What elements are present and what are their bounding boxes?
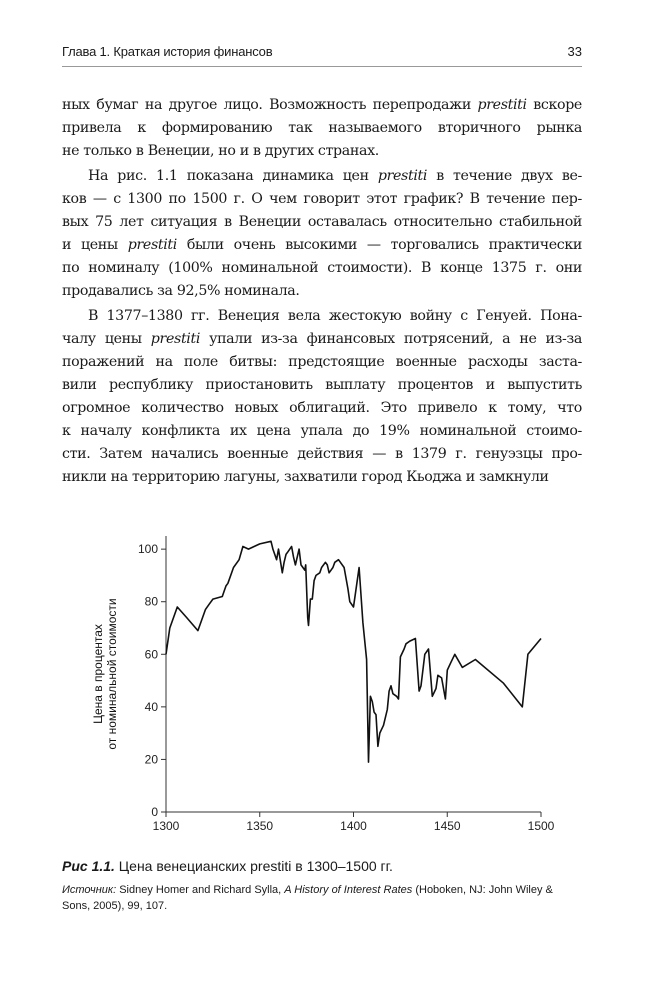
x-tick-label: 1350 (246, 819, 274, 833)
source-prefix: Источник: (62, 884, 117, 896)
figure-source (62, 882, 582, 914)
text-line (62, 234, 582, 257)
text-run: вых 75 лет ситуация в Венеции оставалась относительно стабильной (62, 214, 582, 230)
text-run: поражений на поле битвы: предстоящие военные расходы заста- (62, 354, 582, 370)
text-line (62, 397, 582, 420)
figure-1-1 (80, 525, 560, 845)
figure-caption (62, 858, 582, 874)
text-line (62, 466, 582, 489)
y-tick-label: 80 (144, 594, 158, 609)
chapter-title: Глава 1. Краткая история финансов (62, 44, 273, 59)
price-chart (80, 525, 560, 845)
y-axis-label: Цена в процентах (91, 624, 105, 724)
caption-label: Рис 1.1. (62, 858, 115, 874)
text-run: На рис. 1.1 показана динамика цен (88, 168, 378, 184)
running-header (62, 44, 582, 66)
text-run: ков — с 1300 по 1500 г. О чем говорит этот график? В течение пер- (62, 191, 582, 207)
text-run: В 1377–1380 гг. Венеция вела жестокую войну с Генуей. Пона- (88, 308, 582, 324)
y-tick-label: 100 (137, 542, 158, 557)
source-book: A History of Interest Rates (284, 884, 413, 896)
text-run: никли на территорию лагуны, захватили город Кьоджа и замкнули (62, 469, 549, 485)
body-text (62, 94, 582, 489)
text-run: не только в Венеции, но и в других странах. (62, 143, 379, 159)
text-line (62, 211, 582, 234)
caption-text: Цена венецианских prestiti в 1300–1500 гг. (114, 858, 393, 874)
text-line (62, 443, 582, 466)
source-rest: (Hoboken, NJ: John Wiley & Sons, 2005), 99, 107. (62, 884, 553, 912)
x-tick-label: 1400 (340, 819, 367, 833)
source-authors: Sidney Homer and Richard Sylla, (116, 884, 285, 896)
text-run: к началу конфликта их цена упала до 19% номинальной стоимо- (62, 423, 582, 439)
x-tick-label: 1500 (527, 819, 555, 833)
text-line (62, 165, 582, 188)
y-tick-label: 0 (151, 805, 158, 819)
text-line (62, 140, 582, 163)
text-line (62, 117, 582, 140)
text-line (62, 188, 582, 211)
text-run: чалу цены (62, 331, 151, 347)
y-tick-label: 40 (144, 699, 158, 714)
text-line (62, 328, 582, 351)
text-line (62, 420, 582, 443)
text-line (62, 280, 582, 303)
text-run: ных бумаг на другое лицо. Возможность перепродажи (62, 97, 478, 113)
text-run: вили республику приостановить выплату процентов и выпустить (62, 377, 582, 393)
text-line (62, 374, 582, 397)
header-rule (62, 66, 582, 67)
text-run: упали из-за финансовых потрясений, а не из-за (200, 331, 582, 347)
text-line (62, 351, 582, 374)
text-run: и цены (62, 237, 128, 253)
italic-term: prestiti (477, 97, 527, 113)
text-run: сти. Затем начались военные действия — в 1379 г. генуэзцы про- (62, 446, 582, 462)
italic-term: prestiti (127, 237, 177, 253)
x-tick-label: 1300 (152, 819, 180, 833)
italic-term: prestiti (150, 331, 201, 347)
text-run: вскоре (526, 97, 582, 113)
text-line (62, 257, 582, 280)
y-tick-label: 60 (144, 647, 158, 662)
text-run: огромное количество новых облигаций. Это привело к тому, что (62, 400, 582, 416)
text-run: в течение двух ве- (427, 168, 582, 184)
series-line (166, 541, 541, 762)
text-run: продавались за 92,5% номинала. (62, 283, 300, 299)
x-tick-label: 1450 (433, 819, 461, 833)
y-tick-label: 20 (144, 752, 158, 767)
text-run: привела к формированию так называемого вторичного рынка (62, 120, 582, 136)
text-run: были очень высокими — торговались практически (176, 237, 583, 253)
italic-term: prestiti (377, 168, 428, 184)
text-run: по номиналу (100% номинальной стоимости). В конце 1375 г. они (62, 260, 582, 276)
y-axis-label: от номинальной стоимости (105, 598, 119, 750)
page-number: 33 (567, 44, 582, 59)
text-line (62, 305, 582, 328)
text-line (62, 94, 582, 117)
